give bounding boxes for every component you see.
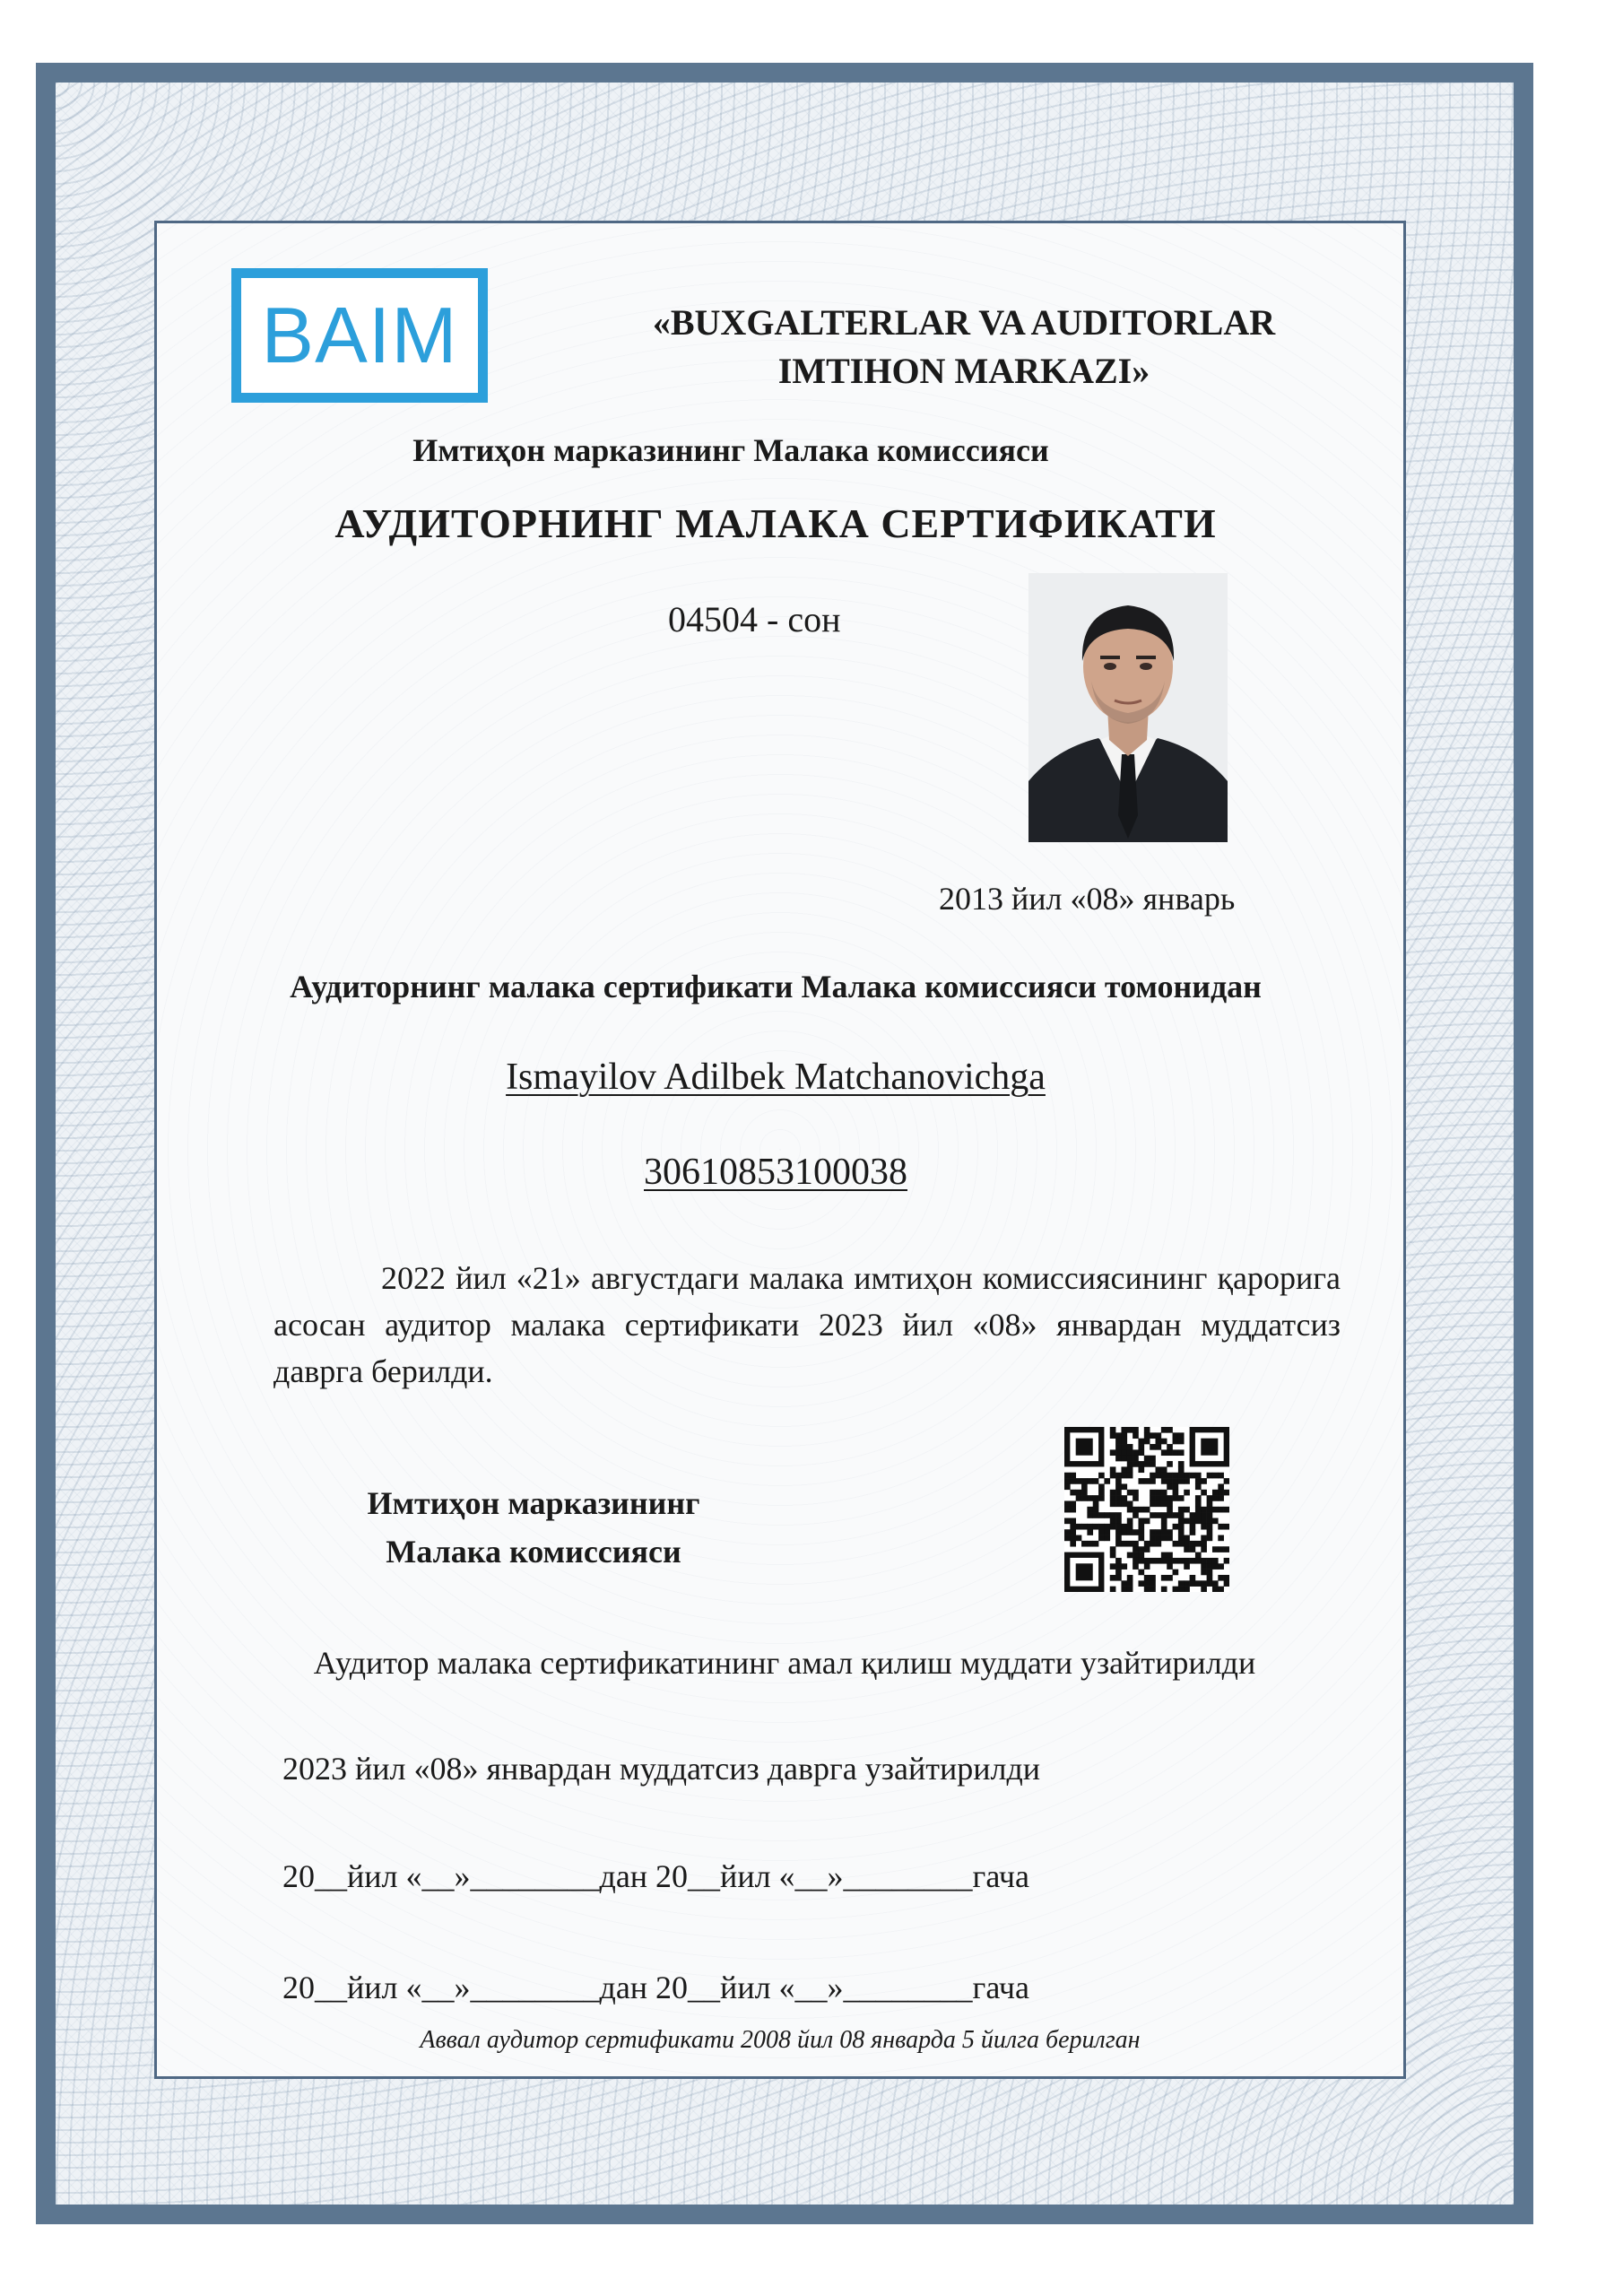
logo-text: BAIM <box>261 291 458 379</box>
commission-header: Имтиҳон марказининг Малака комиссияси <box>412 432 1049 468</box>
baim-logo <box>231 268 488 403</box>
organization-name <box>641 299 1287 396</box>
holder-photo <box>1028 573 1228 842</box>
signature-line1: Имтиҳон марказининг <box>367 1485 700 1521</box>
certificate-page <box>154 221 1406 2079</box>
organization-name-line1: «BUXGALTERLAR VA AUDITORLAR <box>652 302 1276 343</box>
granted-by-statement: Аудиторнинг малака сертификати Малака комиссияси томонидан <box>290 969 1262 1004</box>
portrait-image <box>1028 573 1228 842</box>
holder-id-text: 30610853100038 <box>644 1152 907 1193</box>
holder-id-number <box>157 1151 1394 1194</box>
holder-name <box>157 1056 1394 1099</box>
qr-code-image <box>1064 1427 1229 1592</box>
holder-name-text: Ismayilov Adilbek Matchanovichga <box>506 1057 1046 1098</box>
extension-title: Аудитор малака сертификатининг амал қилиш муддати узайтирилди <box>313 1645 1256 1681</box>
certificate-number: 04504 - сон <box>668 599 841 639</box>
decision-paragraph: 2022 йил «21» августдаги малака имтиҳон комиссиясининг қарорига асосан аудитор малака сертификати 2023 йил «08» январдан муддатсиз даврга берилди. <box>273 1260 1341 1389</box>
certificate-title: АУДИТОРНИНГ МАЛАКА СЕРТИФИКАТИ <box>334 500 1217 546</box>
previous-certificate-note: Аввал аудитор сертификати 2008 йил 08 январда 5 йилга берилган <box>420 2026 1141 2054</box>
extension-blank-line-2: 20__йил «__»________дан 20__йил «__»________гача <box>282 1970 1029 2005</box>
organization-name-line2: IMTIHON MARKAZI» <box>777 351 1150 391</box>
extension-line: 2023 йил «08» январдан муддатсиз даврга узайтирилди <box>282 1751 1041 1787</box>
issue-date: 2013 йил «08» январь <box>939 881 1236 917</box>
qr-code <box>1064 1427 1229 1592</box>
signature-line2: Малака комиссияси <box>386 1534 681 1570</box>
signature-block <box>327 1479 740 1576</box>
extension-blank-line-1: 20__йил «__»________дан 20__йил «__»________гача <box>282 1858 1029 1894</box>
